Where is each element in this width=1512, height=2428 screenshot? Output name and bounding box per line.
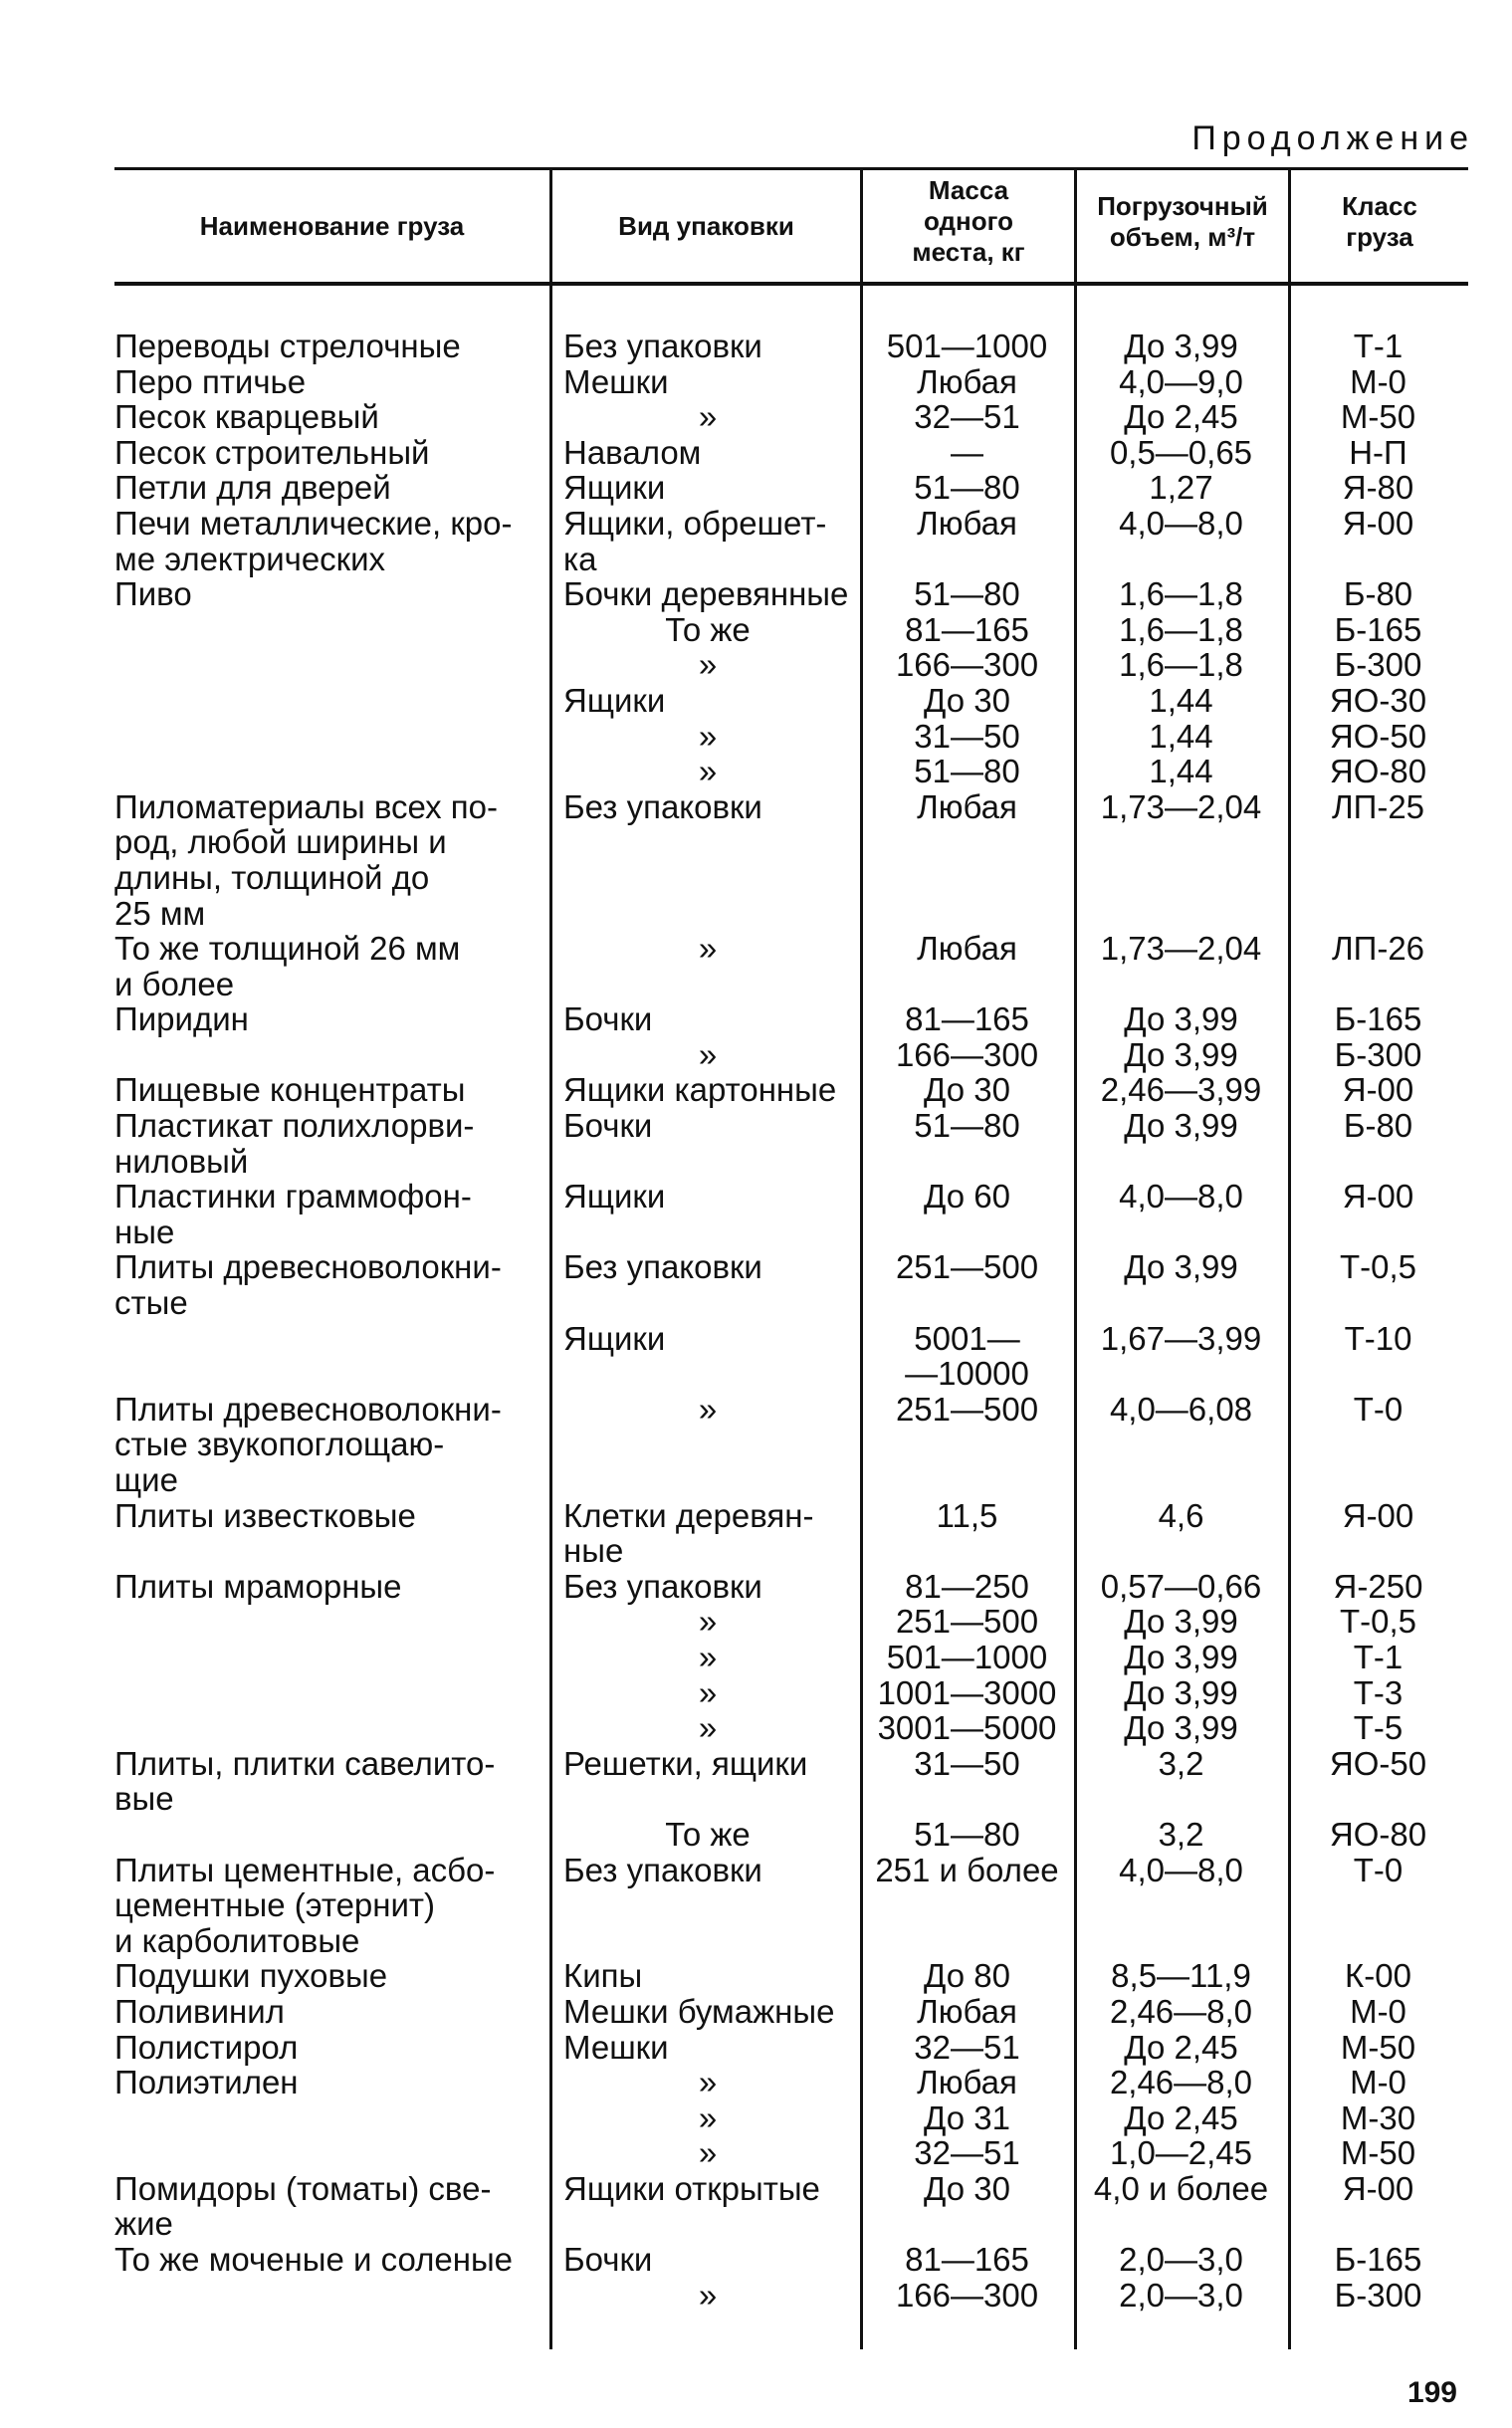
cell-volume: 4,0—8,0 [1119,1178,1243,1215]
cell-class: Т-0 [1353,1390,1404,1428]
cell-mass: Любая [917,504,1017,542]
col-header-volume [1077,191,1288,253]
cell-volume: 4,0 и более [1093,2169,1269,2207]
cell-packing: Бочки [563,1107,653,1145]
cell-mass: 32—51 [914,2134,1020,2172]
cell-packing: Мешки [563,362,669,400]
cell-packing: Без упаковки [563,1851,762,1888]
table-row [114,1675,1468,1711]
cell-class: Я-00 [1342,504,1414,542]
table-row [114,470,1468,506]
cell-cargo-name: Подушки пуховые [114,1957,388,1995]
cell-packing: Без упаковки [563,1567,762,1605]
cell-cargo-name: Пластинки граммофон- ные [114,1178,472,1250]
cell-packing: » [698,1603,718,1641]
cell-cargo-name [114,719,549,755]
header-bottom-rule [114,282,1468,286]
cell-cargo-name [114,1675,549,1711]
cell-cargo-name [114,1321,549,1392]
cell-volume: 0,5—0,65 [1109,433,1253,471]
cell-class: М-50 [1340,2134,1416,2172]
cell-class: Я-00 [1342,1496,1414,1534]
cell-class: ЛП-26 [1331,930,1425,968]
cell-cargo-name: Переводы стрелочные [114,328,461,364]
cell-volume: До 3,99 [1124,1035,1238,1073]
table-row [114,1710,1468,1746]
cell-volume: 1,44 [1149,681,1213,719]
cell-packing: То же [665,1815,751,1853]
cell-volume: 3,2 [1158,1744,1204,1782]
cell-volume: До 2,45 [1124,2028,1238,2066]
cell-packing: Решетки, ящики [563,1744,808,1782]
cell-packing: » [698,1638,718,1675]
cell-class: Б-165 [1334,610,1422,648]
cell-volume: До 2,45 [1124,2098,1238,2136]
cell-volume: 4,0—8,0 [1119,1851,1243,1888]
table-top-rule [114,167,1468,170]
table-row [114,1108,1468,1179]
cell-class: ЯО-30 [1329,681,1427,719]
cell-class: Я-00 [1342,1178,1414,1215]
continuation-label: Продолжение [1191,119,1474,157]
cell-class: ЛП-25 [1331,787,1425,825]
cell-mass: До 30 [924,681,1010,719]
cell-mass: 251 и более [875,1851,1059,1888]
cell-packing: » [698,717,718,755]
cell-mass: 51—80 [914,753,1020,790]
cell-packing: Навалом [563,433,702,471]
cell-class: Я-80 [1342,469,1414,507]
cell-volume: До 3,99 [1124,1000,1238,1038]
cell-packing: Бочки деревянные [563,575,849,613]
cell-volume: До 3,99 [1124,1107,1238,1145]
cell-mass: 251—500 [895,1603,1039,1641]
col-header-mass-line: места, кг [912,237,1025,267]
cell-cargo-name [114,683,549,719]
cell-volume: 2,46—8,0 [1109,2064,1253,2101]
cell-volume: До 3,99 [1124,1603,1238,1641]
cell-class: К-00 [1345,1957,1411,1995]
col-header-mass [863,175,1074,268]
table-row [114,2065,1468,2100]
cell-cargo-name: Перо птичье [114,362,307,400]
table-row [114,931,1468,1001]
cell-mass: 51—80 [914,469,1020,507]
col-header-class [1291,191,1468,253]
cell-class: М-30 [1340,2098,1416,2136]
cell-cargo-name: Пиридин [114,1000,249,1038]
cell-class: Т-10 [1344,1319,1412,1357]
cell-packing: » [698,753,718,790]
cell-packing: » [698,2064,718,2101]
cell-mass: Любая [917,787,1017,825]
cell-packing: Ящики [563,1178,666,1215]
cell-volume: 1,44 [1149,753,1213,790]
cell-mass: 81—250 [905,1567,1029,1605]
cell-packing: » [698,1709,718,1747]
col-header-cargo: Наименование груза [199,211,465,241]
cell-mass: До 80 [924,1957,1010,1995]
col-header-class-line: груза [1346,222,1413,252]
cell-cargo-name [114,2278,549,2314]
cell-cargo-name: Пиво [114,575,192,613]
cell-volume: 2,46—8,0 [1109,1992,1253,2030]
cell-class: Я-00 [1342,1071,1414,1109]
table-row [114,612,1468,648]
cell-cargo-name: Пластикат полихлорви- ниловый [114,1107,475,1180]
cell-volume: До 2,45 [1124,398,1238,436]
table-row [114,754,1468,789]
col-header-class-line: Класс [1342,191,1417,221]
cell-class: Б-165 [1334,2241,1422,2279]
table-row [114,1179,1468,1249]
cell-packing: » [698,2134,718,2172]
table-body [114,329,1468,2313]
table-row [114,2242,1468,2278]
cell-packing: » [698,2276,718,2314]
cell-mass: До 30 [924,2169,1010,2207]
cell-packing: Мешки [563,2028,669,2066]
cell-volume: 2,0—3,0 [1119,2276,1243,2314]
cell-cargo-name: Печи металлические, кро- ме электрических [114,504,513,577]
cell-cargo-name: Поливинил [114,1992,285,2030]
cell-volume: 1,6—1,8 [1119,575,1243,613]
table-row [114,1072,1468,1108]
cell-cargo-name: Плиты мраморные [114,1567,402,1605]
table-row [114,1958,1468,1994]
table-row [114,1321,1468,1392]
cell-mass: 166—300 [895,1035,1039,1073]
cell-class: Я-250 [1333,1567,1423,1605]
cell-class: Б-165 [1334,1000,1422,1038]
cell-packing: Кипы [563,1957,643,1995]
cell-mass: До 31 [924,2098,1010,2136]
cell-class: ЯО-80 [1329,753,1427,790]
cell-cargo-name [114,1037,549,1073]
cell-mass: 251—500 [895,1390,1039,1428]
cell-volume: 1,27 [1149,469,1213,507]
cell-mass: 31—50 [914,1744,1020,1782]
table-row [114,647,1468,683]
cell-mass: До 60 [924,1178,1010,1215]
table-row [114,2100,1468,2136]
table-row [114,2171,1468,2242]
cell-packing: Ящики [563,469,666,507]
cell-cargo-name: Плиты известковые [114,1496,416,1534]
cell-packing: » [698,1673,718,1711]
table-row [114,399,1468,435]
cell-class: Т-5 [1353,1709,1404,1747]
table-row [114,364,1468,400]
cell-class: Б-300 [1334,1035,1422,1073]
cell-volume: 3,2 [1158,1815,1204,1853]
cell-mass: 32—51 [914,398,1020,436]
cell-cargo-name: Петли для дверей [114,469,391,507]
cell-mass: 1001—3000 [877,1673,1057,1711]
cell-class: Т-1 [1353,328,1404,364]
table-row [114,1001,1468,1037]
col-header-volume-line: Погрузочный [1097,191,1268,221]
cell-mass: 11,5 [936,1496,998,1534]
cell-volume: 1,6—1,8 [1119,610,1243,648]
cell-volume: 1,44 [1149,717,1213,755]
cell-cargo-name: То же моченые и соленые [114,2241,514,2279]
cell-class: Т-3 [1353,1673,1404,1711]
cell-packing: » [698,1390,718,1428]
cell-mass: До 30 [924,1071,1010,1109]
table-row [114,576,1468,612]
cell-volume: До 3,99 [1124,1638,1238,1675]
cell-cargo-name: Полистирол [114,2028,299,2066]
cell-cargo-name: Помидоры (томаты) све- жие [114,2169,492,2243]
table-row [114,1817,1468,1853]
cell-mass: 32—51 [914,2028,1020,2066]
cell-mass: 51—80 [914,1815,1020,1853]
cell-cargo-name [114,1710,549,1746]
cell-cargo-name [114,612,549,648]
table-row [114,719,1468,755]
cell-class: М-50 [1340,398,1416,436]
cell-cargo-name: Плиты цементные, асбо- цементные (этернит) и карболитовые [114,1851,496,1959]
cell-class: М-0 [1350,2064,1406,2101]
cell-volume: 4,0—9,0 [1119,362,1243,400]
table-row [114,435,1468,471]
cell-cargo-name: Плиты древесноволокни- стые [114,1248,502,1322]
cell-class: Б-80 [1343,1107,1413,1145]
cell-packing: Бочки [563,2241,653,2279]
cell-class: Н-П [1349,433,1407,471]
cell-packing: То же [665,610,751,648]
table-row [114,1249,1468,1320]
cell-packing: Ящики, обрешет- ка [563,504,827,577]
cell-cargo-name [114,647,549,683]
cell-mass: 51—80 [914,1107,1020,1145]
cell-packing: » [698,1035,718,1073]
cell-class: Т-1 [1353,1638,1404,1675]
cell-mass: 81—165 [905,1000,1029,1038]
cell-mass: 166—300 [895,646,1039,684]
cell-cargo-name: Полиэтилен [114,2064,299,2101]
cell-cargo-name [114,2100,549,2136]
cell-cargo-name: Песок кварцевый [114,398,379,436]
table-row [114,329,1468,364]
page-number: 199 [1406,2376,1457,2409]
cell-packing: » [698,398,718,436]
cell-mass: 251—500 [895,1248,1039,1286]
cell-packing: Бочки [563,1000,653,1038]
table-row [114,1604,1468,1640]
table-row [114,683,1468,719]
cell-class: Я-00 [1342,2169,1414,2207]
cell-volume: 1,73—2,04 [1100,787,1262,825]
cell-packing: Клетки деревян- ные [563,1496,814,1570]
cell-mass: 501—1000 [886,1638,1048,1675]
table-row [114,1640,1468,1675]
cell-volume: 4,0—8,0 [1119,504,1243,542]
cell-volume: 4,0—6,08 [1109,1390,1253,1428]
cell-mass: Любая [917,930,1017,968]
table-row [114,506,1468,576]
cell-mass: Любая [917,2064,1017,2101]
cell-mass: 5001— —10000 [905,1319,1029,1393]
cell-cargo-name: Песок строительный [114,433,430,471]
table-row [114,1853,1468,1959]
cell-class: М-0 [1350,362,1406,400]
cell-class: ЯО-80 [1329,1815,1427,1853]
cell-volume: 8,5—11,9 [1111,1957,1251,1995]
cell-packing: Без упаковки [563,328,762,364]
cell-mass: 166—300 [895,2276,1039,2314]
cell-cargo-name: Плиты, плитки савелито- вые [114,1744,496,1818]
col-header-packing: Вид упаковки [618,211,794,241]
table-row [114,789,1468,931]
cell-cargo-name: Пиломатериалы всех по- род, любой ширины и длины, толщиной до 25 мм [114,787,498,932]
table-row [114,1392,1468,1498]
cell-class: М-50 [1340,2028,1416,2066]
cell-mass: 51—80 [914,575,1020,613]
cell-packing: Без упаковки [563,1248,762,1286]
table-row [114,2135,1468,2171]
cell-volume: 4,6 [1158,1496,1204,1534]
cell-volume: До 3,99 [1124,1248,1238,1286]
cell-mass: 81—165 [905,2241,1029,2279]
cell-cargo-name: То же толщиной 26 мм и более [114,930,461,1002]
cell-class: Т-0,5 [1339,1248,1417,1286]
cell-cargo-name [114,1817,549,1853]
cell-volume: 1,67—3,99 [1100,1319,1262,1357]
cell-class: М-0 [1350,1992,1406,2030]
cell-mass: Любая [917,362,1017,400]
cell-class: Т-0 [1353,1851,1404,1888]
cell-volume: 1,0—2,45 [1109,2134,1253,2172]
cell-packing: Ящики [563,681,666,719]
cell-volume: 2,0—3,0 [1119,2241,1243,2279]
table-row [114,1037,1468,1073]
cell-mass: 501—1000 [886,328,1048,364]
cell-class: Б-300 [1334,646,1422,684]
cell-cargo-name: Пищевые концентраты [114,1071,466,1109]
cell-mass: — [951,433,983,471]
cell-volume: 1,6—1,8 [1119,646,1243,684]
cell-cargo-name [114,754,549,789]
col-header-volume-line: объем, м³/т [1109,222,1256,252]
col-header-mass-line: Масса [928,175,1009,205]
cell-class: ЯО-50 [1329,1744,1427,1782]
cell-volume: 2,46—3,99 [1100,1071,1262,1109]
cell-packing: Ящики открытые [563,2169,820,2207]
table-row [114,1498,1468,1569]
cell-mass: Любая [917,1992,1017,2030]
cell-packing: Без упаковки [563,787,762,825]
cell-packing: Мешки бумажные [563,1992,835,2030]
cell-class: Б-80 [1343,575,1413,613]
table-row [114,1569,1468,1605]
table-row [114,1746,1468,1817]
cell-mass: 81—165 [905,610,1029,648]
cell-mass: 3001—5000 [877,1709,1057,1747]
cell-mass: 31—50 [914,717,1020,755]
cell-volume: До 3,99 [1124,328,1238,364]
table-row [114,1994,1468,2030]
cell-volume: 0,57—0,66 [1100,1567,1262,1605]
cell-packing: Ящики картонные [563,1071,837,1109]
table-row [114,2030,1468,2066]
cell-class: ЯО-50 [1329,717,1427,755]
cell-packing: Ящики [563,1319,666,1357]
cell-packing: » [698,646,718,684]
cell-cargo-name [114,2135,549,2171]
cell-volume: До 3,99 [1124,1709,1238,1747]
cell-cargo-name [114,1604,549,1640]
cell-cargo-name [114,1640,549,1675]
cell-volume: До 3,99 [1124,1673,1238,1711]
cell-class: Б-300 [1334,2276,1422,2314]
cell-cargo-name: Плиты древесноволокни- стые звукопоглощаю- щие [114,1390,502,1498]
cell-class: Т-0,5 [1339,1603,1417,1641]
col-header-mass-line: одного [924,206,1013,236]
cell-volume: 1,73—2,04 [1100,930,1262,968]
cell-packing: » [698,2098,718,2136]
table-row [114,2278,1468,2314]
cell-packing: » [698,930,718,968]
